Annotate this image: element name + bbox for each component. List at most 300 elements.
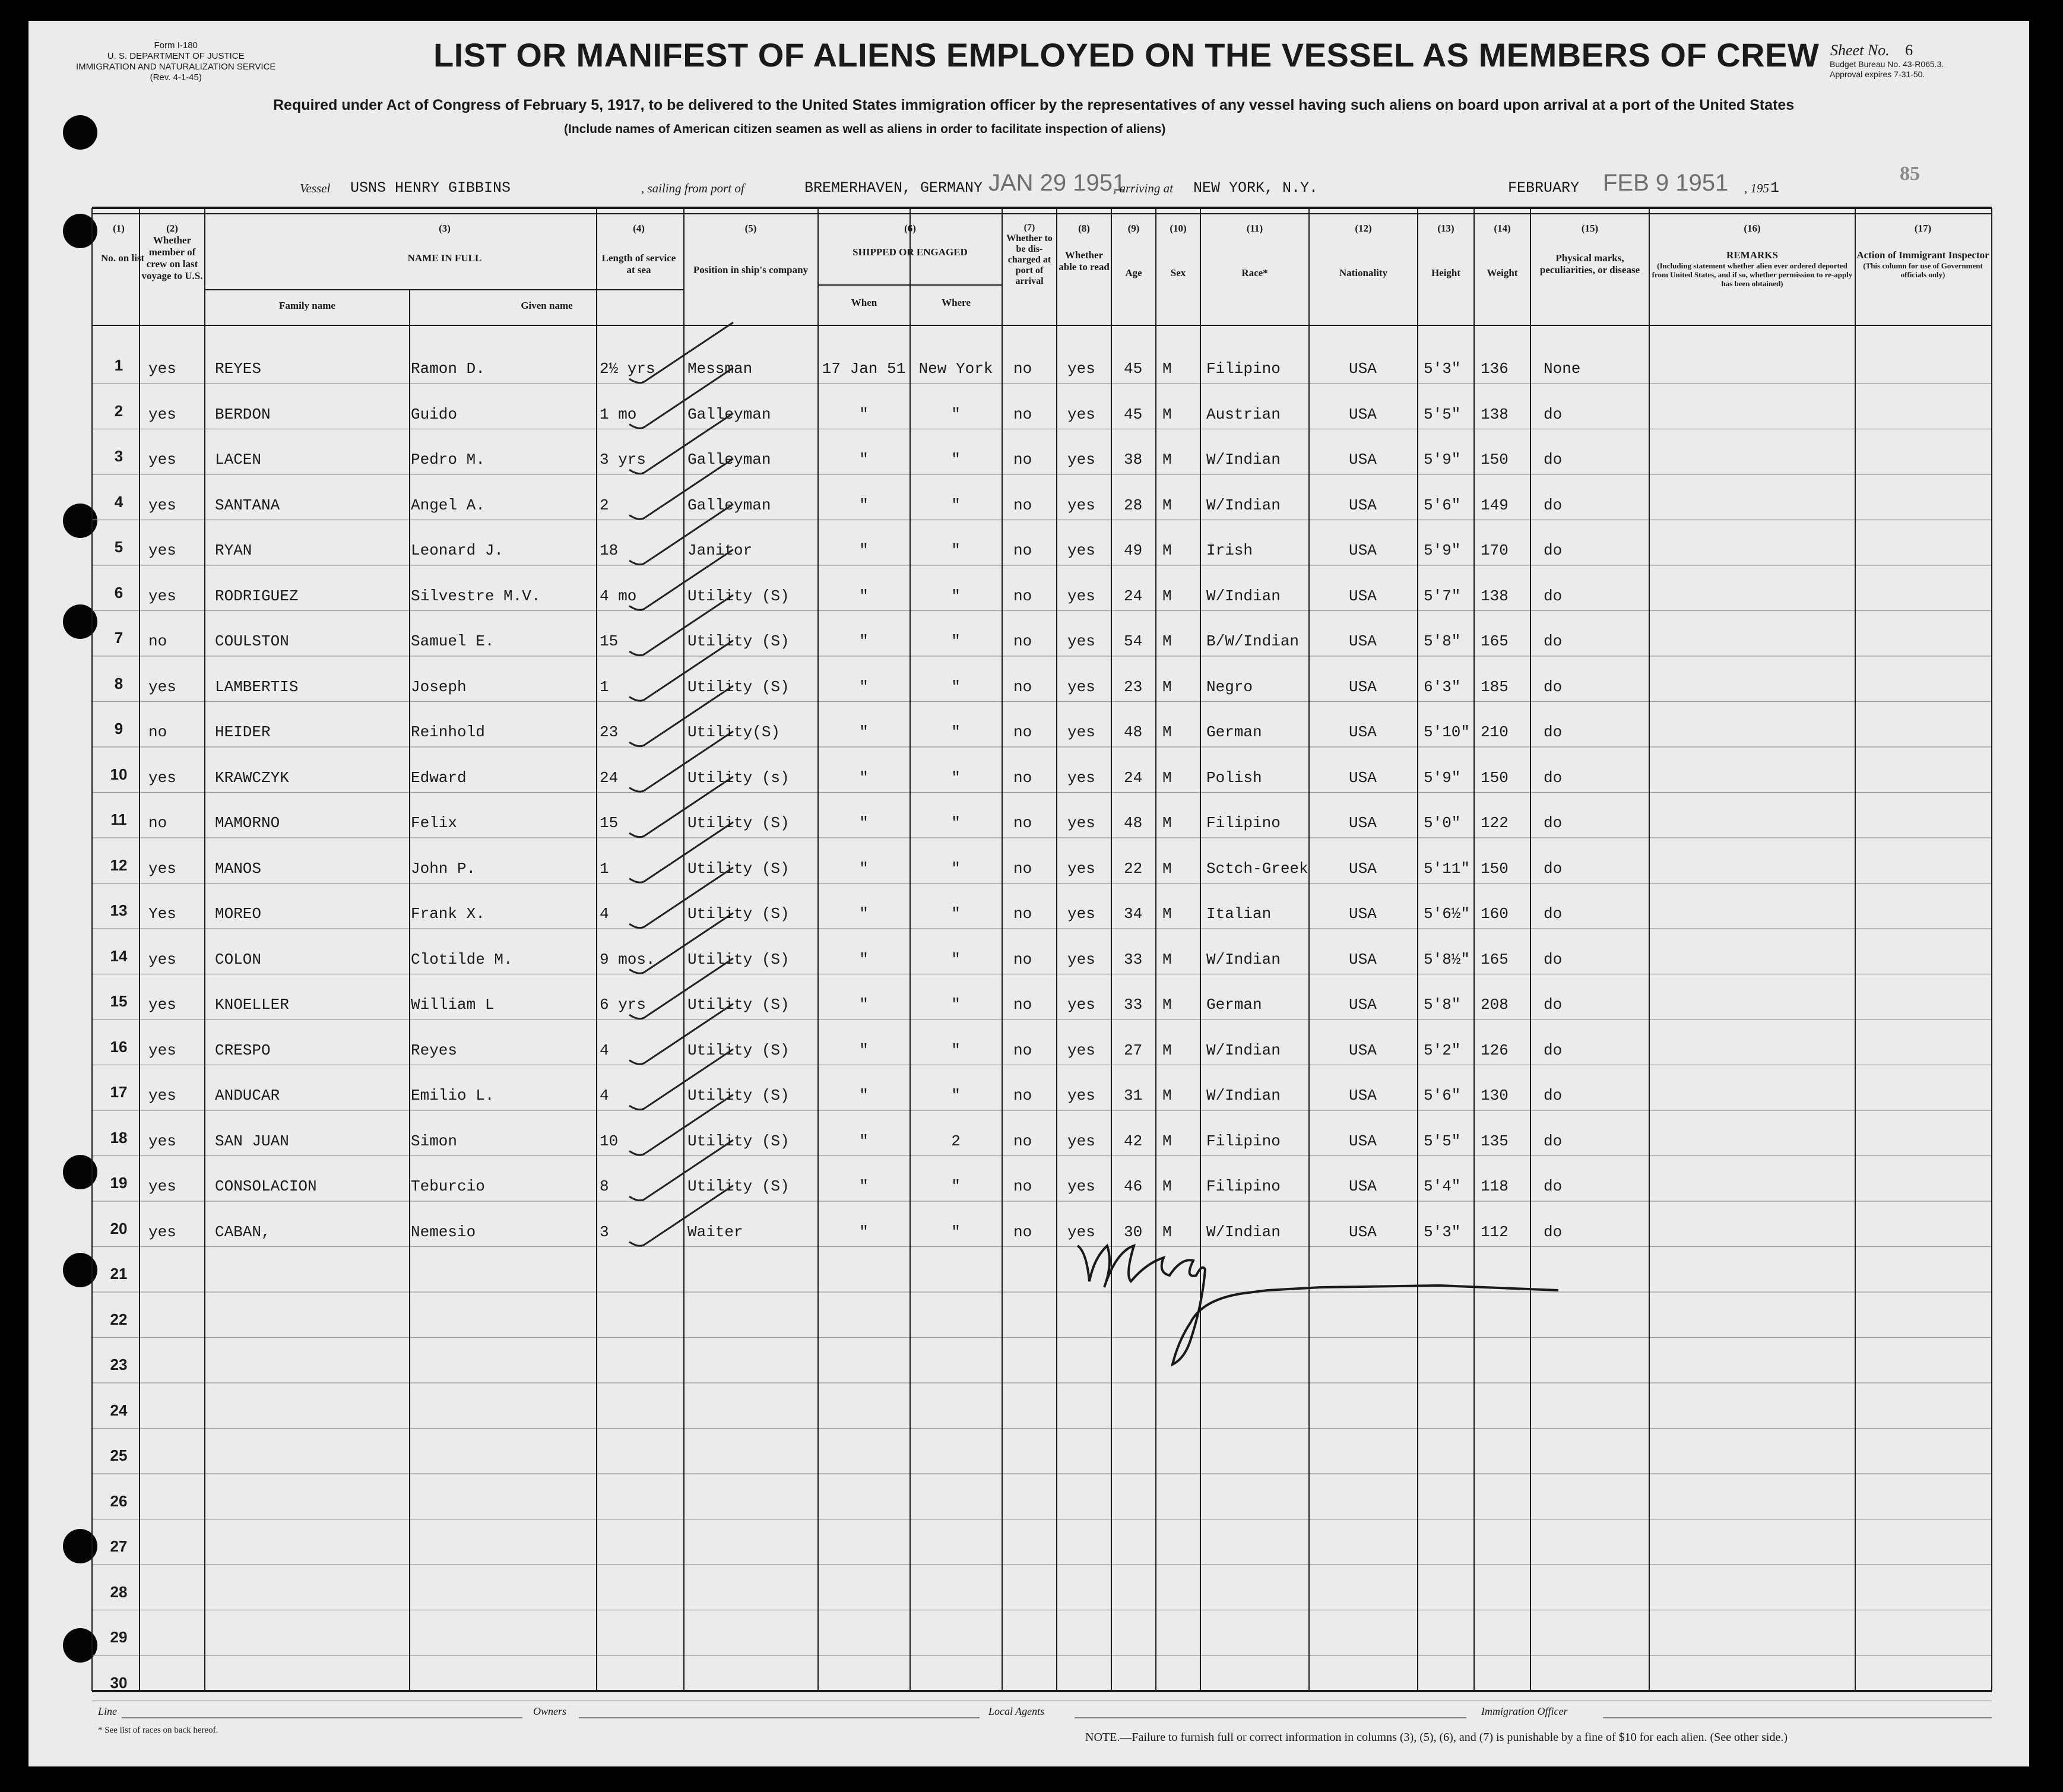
cell-marks: do xyxy=(1544,451,1563,468)
cell-race: German xyxy=(1206,723,1262,741)
cell-sex: M xyxy=(1162,996,1172,1014)
cell-age: 33 xyxy=(1124,996,1143,1014)
cell-read: yes xyxy=(1067,1041,1095,1059)
cell-discharge: no xyxy=(1013,859,1032,878)
cell-marks: do xyxy=(1544,996,1563,1014)
cell-given: Clotilde M. xyxy=(411,950,513,968)
cell-position: Utility (S) xyxy=(687,1087,790,1104)
cell-when: " xyxy=(859,542,869,559)
footer-officer: Immigration Officer xyxy=(1481,1705,1568,1717)
cell-discharge: no xyxy=(1013,1087,1032,1104)
cell-when: " xyxy=(859,859,869,878)
given-name-header: Given name xyxy=(521,300,573,311)
cell-race: W/Indian xyxy=(1206,950,1281,968)
cell-family: REYES xyxy=(215,360,262,378)
cell-where: " xyxy=(951,542,961,559)
cell-race: W/Indian xyxy=(1206,1087,1281,1104)
cell-position: Utility (S) xyxy=(687,1177,790,1195)
year-digit: 1 xyxy=(1770,179,1780,197)
col-num: (17) xyxy=(1914,223,1932,234)
cell-when: " xyxy=(859,587,869,605)
cell-race: W/Indian xyxy=(1206,496,1281,514)
where-header: Where xyxy=(942,297,971,308)
cell-prev: yes xyxy=(148,496,176,514)
cell-where: " xyxy=(951,405,961,423)
cell-when: " xyxy=(859,1177,869,1195)
col-label: Physical marks, peculiarities, or disease xyxy=(1539,252,1640,276)
cell-given: Nemesio xyxy=(411,1223,476,1241)
col-num: (16) xyxy=(1744,223,1761,234)
cell-height: 5'9" xyxy=(1424,768,1461,787)
cell-given: Joseph xyxy=(411,677,467,696)
cell-read: yes xyxy=(1067,405,1095,423)
cell-read: yes xyxy=(1067,723,1095,741)
cell-position: Utility (S) xyxy=(687,859,790,878)
row-number: 7 xyxy=(114,629,123,647)
service: IMMIGRATION AND NATURALIZATION SERVICE xyxy=(76,62,276,72)
cell-marks: do xyxy=(1544,405,1563,423)
cell-height: 5'8" xyxy=(1424,632,1461,650)
cell-age: 49 xyxy=(1124,542,1143,559)
cell-discharge: no xyxy=(1013,905,1032,923)
cell-weight: 122 xyxy=(1481,814,1509,832)
cell-age: 22 xyxy=(1124,859,1143,878)
vessel-label: Vessel xyxy=(300,181,331,195)
cell-weight: 150 xyxy=(1481,451,1509,468)
cell-given: Angel A. xyxy=(411,496,485,514)
cell-height: 5'5" xyxy=(1424,1132,1461,1150)
cell-where: New York xyxy=(918,360,993,378)
cell-weight: 165 xyxy=(1481,632,1509,650)
cell-discharge: no xyxy=(1013,814,1032,832)
cell-age: 38 xyxy=(1124,451,1143,468)
arriving-label: , arriving at xyxy=(1113,181,1173,195)
cell-nat: USA xyxy=(1349,360,1377,378)
cell-age: 24 xyxy=(1124,587,1143,605)
col-num: (3) xyxy=(439,223,451,234)
row-number: 26 xyxy=(110,1492,128,1510)
form-number: Form I-180 xyxy=(154,40,198,50)
cell-discharge: no xyxy=(1013,542,1032,559)
cell-given: Ramon D. xyxy=(411,360,485,378)
cell-height: 5'6" xyxy=(1424,1087,1461,1104)
col-num: (12) xyxy=(1355,223,1372,234)
cell-family: CRESPO xyxy=(215,1041,271,1059)
cell-race: W/Indian xyxy=(1206,1041,1281,1059)
when-header: When xyxy=(851,297,877,308)
cell-given: Emilio L. xyxy=(411,1087,495,1104)
cell-position: Utility (S) xyxy=(687,814,790,832)
cell-service: 15 xyxy=(600,632,619,650)
cell-position: Utility (S) xyxy=(687,996,790,1014)
cell-family: SAN JUAN xyxy=(215,1132,289,1150)
col-num: (1) xyxy=(113,223,125,234)
revision: (Rev. 4-1-45) xyxy=(150,72,202,83)
cell-nat: USA xyxy=(1349,950,1377,968)
cell-weight: 112 xyxy=(1481,1223,1509,1241)
cell-prev: yes xyxy=(148,1087,176,1104)
cell-nat: USA xyxy=(1349,587,1377,605)
cell-sex: M xyxy=(1162,905,1172,923)
footer-owners: Owners xyxy=(533,1705,567,1717)
vessel-name: USNS HENRY GIBBINS xyxy=(350,179,511,197)
cell-marks: do xyxy=(1544,587,1563,605)
cell-service: 3 yrs xyxy=(600,451,647,468)
cell-where: " xyxy=(951,723,961,741)
cell-race: German xyxy=(1206,996,1262,1014)
row-number: 3 xyxy=(114,447,123,465)
arrival-month: FEBRUARY xyxy=(1508,179,1580,197)
cell-where: " xyxy=(951,859,961,878)
cell-discharge: no xyxy=(1013,587,1032,605)
cell-where: " xyxy=(951,814,961,832)
col-label: REMARKS xyxy=(1726,249,1778,261)
cell-sex: M xyxy=(1162,496,1172,514)
cell-family: COULSTON xyxy=(215,632,289,650)
cell-nat: USA xyxy=(1349,859,1377,878)
cell-where: " xyxy=(951,451,961,468)
cell-read: yes xyxy=(1067,768,1095,787)
cell-prev: yes xyxy=(148,451,176,468)
col-num: (4) xyxy=(633,223,645,234)
cell-family: BERDON xyxy=(215,405,271,423)
cell-family: MANOS xyxy=(215,859,262,878)
col-num: (10) xyxy=(1170,223,1187,234)
row-number: 30 xyxy=(110,1673,128,1692)
row-number: 15 xyxy=(110,992,128,1010)
cell-prev: no xyxy=(148,632,167,650)
col-note: (This column for use of Government officials only) xyxy=(1863,261,1983,279)
cell-service: 8 xyxy=(600,1177,609,1195)
cell-sex: M xyxy=(1162,1087,1172,1104)
cell-weight: 118 xyxy=(1481,1177,1509,1195)
cell-family: SANTANA xyxy=(215,496,280,514)
port-from: BREMERHAVEN, GERMANY xyxy=(804,179,983,197)
cell-height: 5'9" xyxy=(1424,542,1461,559)
cell-family: ANDUCAR xyxy=(215,1087,280,1104)
cell-given: William L xyxy=(411,996,495,1014)
col-label: NAME IN FULL xyxy=(407,252,482,264)
cell-given: Reinhold xyxy=(411,723,485,741)
sailing-label: , sailing from port of xyxy=(641,181,744,195)
cell-where: " xyxy=(951,1087,961,1104)
cell-weight: 149 xyxy=(1481,496,1509,514)
cell-sex: M xyxy=(1162,405,1172,423)
cell-read: yes xyxy=(1067,905,1095,923)
cell-position: Waiter xyxy=(687,1223,743,1241)
cell-service: 1 xyxy=(600,677,609,696)
cell-family: COLON xyxy=(215,950,262,968)
cell-prev: yes xyxy=(148,1177,176,1195)
cell-prev: yes xyxy=(148,996,176,1014)
cell-age: 28 xyxy=(1124,496,1143,514)
row-number: 21 xyxy=(110,1265,128,1283)
cell-height: 5'7" xyxy=(1424,587,1461,605)
cell-height: 5'8½" xyxy=(1424,950,1471,968)
cell-discharge: no xyxy=(1013,1041,1032,1059)
cell-height: 6'3" xyxy=(1424,677,1461,696)
col-label: Height xyxy=(1431,267,1461,278)
footer-line: Line xyxy=(98,1705,118,1717)
cell-race: W/Indian xyxy=(1206,451,1281,468)
cell-marks: do xyxy=(1544,723,1563,741)
cell-service: 4 xyxy=(600,1087,609,1104)
cell-read: yes xyxy=(1067,814,1095,832)
footer-agents: Local Agents xyxy=(988,1705,1045,1717)
page-subnote: (Include names of American citizen seamen as well as aliens in order to facilitate inspection of aliens) xyxy=(564,122,1166,136)
cell-read: yes xyxy=(1067,496,1095,514)
cell-marks: do xyxy=(1544,677,1563,696)
cell-age: 23 xyxy=(1124,677,1143,696)
cell-sex: M xyxy=(1162,1223,1172,1241)
cell-weight: 210 xyxy=(1481,723,1509,741)
sheet-value: 6 xyxy=(1905,42,1913,59)
cell-race: Filipino xyxy=(1206,1177,1281,1195)
cell-height: 5'2" xyxy=(1424,1041,1461,1059)
cell-read: yes xyxy=(1067,587,1095,605)
row-number: 16 xyxy=(110,1037,128,1056)
arrival-date-stamp: FEB 9 1951 xyxy=(1603,170,1729,196)
cell-age: 42 xyxy=(1124,1132,1143,1150)
cell-sex: M xyxy=(1162,360,1172,378)
cell-family: RODRIGUEZ xyxy=(215,587,299,605)
cell-age: 54 xyxy=(1124,632,1143,650)
cell-height: 5'11" xyxy=(1424,859,1471,878)
cell-where: " xyxy=(951,1177,961,1195)
row-number: 29 xyxy=(110,1628,128,1646)
cell-discharge: no xyxy=(1013,1177,1032,1195)
row-number: 6 xyxy=(114,583,123,601)
cell-prev: yes xyxy=(148,1132,176,1150)
cell-height: 5'5" xyxy=(1424,405,1461,423)
cell-position: Utility (S) xyxy=(687,677,790,696)
cell-service: 1 xyxy=(600,859,609,878)
cell-sex: M xyxy=(1162,587,1172,605)
col-label: Whether able to read xyxy=(1059,249,1110,273)
cell-nat: USA xyxy=(1349,1041,1377,1059)
cell-position: Utility (S) xyxy=(687,1041,790,1059)
cell-discharge: no xyxy=(1013,723,1032,741)
cell-weight: 150 xyxy=(1481,859,1509,878)
col-label: Position in ship's company xyxy=(693,264,809,276)
col-num: (5) xyxy=(744,223,757,234)
cell-race: Filipino xyxy=(1206,1132,1281,1150)
cell-family: CABAN, xyxy=(215,1223,271,1241)
cell-nat: USA xyxy=(1349,405,1377,423)
cell-nat: USA xyxy=(1349,905,1377,923)
row-number: 4 xyxy=(114,492,123,511)
cell-read: yes xyxy=(1067,996,1095,1014)
cell-sex: M xyxy=(1162,677,1172,696)
cell-when: " xyxy=(859,950,869,968)
cell-age: 33 xyxy=(1124,950,1143,968)
cell-when: " xyxy=(859,768,869,787)
cell-discharge: no xyxy=(1013,996,1032,1014)
cell-sex: M xyxy=(1162,632,1172,650)
col-label: No. on list xyxy=(101,252,145,264)
cell-age: 31 xyxy=(1124,1087,1143,1104)
cell-position: Galleyman xyxy=(687,405,771,423)
cell-race: W/Indian xyxy=(1206,587,1281,605)
cell-height: 5'0" xyxy=(1424,814,1461,832)
cell-sex: M xyxy=(1162,768,1172,787)
cell-marks: do xyxy=(1544,1223,1563,1241)
cell-service: 23 xyxy=(600,723,619,741)
page-title: LIST OR MANIFEST OF ALIENS EMPLOYED ON THE VESSEL AS MEMBERS OF CREW xyxy=(433,36,1820,74)
cell-weight: 185 xyxy=(1481,677,1509,696)
cell-weight: 150 xyxy=(1481,768,1509,787)
row-number: 18 xyxy=(110,1128,128,1147)
cell-marks: do xyxy=(1544,768,1563,787)
cell-height: 5'8" xyxy=(1424,996,1461,1014)
cell-race: Sctch-Greek xyxy=(1206,859,1308,878)
cell-sex: M xyxy=(1162,859,1172,878)
cell-age: 45 xyxy=(1124,405,1143,423)
budget-line-2: Approval expires 7-31-50. xyxy=(1830,69,1925,79)
cell-when: " xyxy=(859,451,869,468)
cell-service: 4 mo xyxy=(600,587,637,605)
cell-discharge: no xyxy=(1013,1223,1032,1241)
row-number: 13 xyxy=(110,901,128,919)
cell-weight: 126 xyxy=(1481,1041,1509,1059)
col-label: Nationality xyxy=(1339,267,1388,278)
cell-height: 5'9" xyxy=(1424,451,1461,468)
cell-weight: 138 xyxy=(1481,405,1509,423)
cell-given: Samuel E. xyxy=(411,632,495,650)
cell-prev: yes xyxy=(148,768,176,787)
budget-line-1: Budget Bureau No. 43-R065.3. xyxy=(1830,59,1944,69)
cell-discharge: no xyxy=(1013,451,1032,468)
cell-discharge: no xyxy=(1013,360,1032,378)
row-number: 14 xyxy=(110,946,128,965)
cell-height: 5'3" xyxy=(1424,1223,1461,1241)
cell-marks: do xyxy=(1544,496,1563,514)
cell-sex: M xyxy=(1162,1041,1172,1059)
cell-height: 5'6" xyxy=(1424,496,1461,514)
cell-nat: USA xyxy=(1349,632,1377,650)
cell-service: 9 mos. xyxy=(600,950,655,968)
cell-prev: yes xyxy=(148,587,176,605)
cell-prev: Yes xyxy=(148,905,176,923)
cell-where: " xyxy=(951,768,961,787)
page-subtitle: Required under Act of Congress of February 5, 1917, to be delivered to the United States immigration officer by the representatives of any vessel having such aliens on board upon arrival at a port of the United States xyxy=(273,97,1795,113)
cell-marks: do xyxy=(1544,1132,1563,1150)
cell-race: Austrian xyxy=(1206,405,1281,423)
row-number: 27 xyxy=(110,1537,128,1555)
cell-nat: USA xyxy=(1349,814,1377,832)
cell-when: " xyxy=(859,814,869,832)
cell-prev: yes xyxy=(148,1223,176,1241)
cell-discharge: no xyxy=(1013,677,1032,696)
cell-marks: do xyxy=(1544,542,1563,559)
cell-discharge: no xyxy=(1013,496,1032,514)
col-label: Age xyxy=(1125,267,1142,278)
cell-race: W/Indian xyxy=(1206,1223,1281,1241)
family-name-header: Family name xyxy=(279,300,335,311)
cell-position: Messman xyxy=(687,360,753,378)
cell-where: " xyxy=(951,632,961,650)
cell-read: yes xyxy=(1067,677,1095,696)
cell-read: yes xyxy=(1067,950,1095,968)
cell-prev: no xyxy=(148,723,167,741)
col-label: Whether to be dis-charged at port of arrival xyxy=(1006,233,1053,286)
cell-sex: M xyxy=(1162,451,1172,468)
col-num: (2) xyxy=(166,223,178,234)
cell-race: Polish xyxy=(1206,768,1262,787)
cell-position: Utility(S) xyxy=(687,723,781,741)
cell-prev: yes xyxy=(148,542,176,559)
cell-discharge: no xyxy=(1013,632,1032,650)
cell-position: Utility (S) xyxy=(687,587,790,605)
cell-marks: do xyxy=(1544,814,1563,832)
cell-service: 18 xyxy=(600,542,619,559)
cell-family: MOREO xyxy=(215,905,262,923)
cell-weight: 160 xyxy=(1481,905,1509,923)
cell-given: Leonard J. xyxy=(411,542,504,559)
col-num: (11) xyxy=(1246,223,1263,234)
cell-family: RYAN xyxy=(215,542,252,559)
cell-read: yes xyxy=(1067,632,1095,650)
cell-service: 10 xyxy=(600,1132,619,1150)
cell-service: 2½ yrs xyxy=(600,360,655,378)
cell-sex: M xyxy=(1162,950,1172,968)
cell-height: 5'10" xyxy=(1424,723,1471,741)
row-number: 19 xyxy=(110,1174,128,1192)
cell-weight: 165 xyxy=(1481,950,1509,968)
cell-discharge: no xyxy=(1013,405,1032,423)
cell-service: 24 xyxy=(600,768,619,787)
cell-given: Teburcio xyxy=(411,1177,485,1195)
cell-nat: USA xyxy=(1349,1177,1377,1195)
cell-prev: yes xyxy=(148,1041,176,1059)
cell-family: KRAWCZYK xyxy=(215,768,289,787)
cell-where: " xyxy=(951,905,961,923)
races-footnote: * See list of races on back hereof. xyxy=(98,1725,218,1735)
cell-service: 4 xyxy=(600,905,609,923)
row-number: 5 xyxy=(114,538,123,556)
cell-marks: do xyxy=(1544,1177,1563,1195)
cell-service: 3 xyxy=(600,1223,609,1241)
cell-position: Utility (S) xyxy=(687,905,790,923)
cell-when: " xyxy=(859,1087,869,1104)
cell-when: 17 Jan 51 xyxy=(822,360,906,378)
cell-marks: do xyxy=(1544,1041,1563,1059)
cell-race: Italian xyxy=(1206,905,1272,923)
cell-when: " xyxy=(859,905,869,923)
cell-weight: 208 xyxy=(1481,996,1509,1014)
row-number: 25 xyxy=(110,1446,128,1464)
cell-given: Pedro M. xyxy=(411,451,485,468)
row-number: 28 xyxy=(110,1582,128,1601)
cell-prev: no xyxy=(148,814,167,832)
cell-service: 6 yrs xyxy=(600,996,647,1014)
cell-sex: M xyxy=(1162,814,1172,832)
row-number: 23 xyxy=(110,1356,128,1373)
cell-weight: 135 xyxy=(1481,1132,1509,1150)
col-label: Sex xyxy=(1170,267,1186,278)
cell-read: yes xyxy=(1067,1132,1095,1150)
cell-when: " xyxy=(859,677,869,696)
cell-position: Janitor xyxy=(687,542,753,559)
cell-nat: USA xyxy=(1349,677,1377,696)
col-label: Whether member of crew on last voyage to U.S. xyxy=(141,235,203,281)
fine-note: NOTE.—Failure to furnish full or correct information in columns (3), (5), (6), and (7) is punishable by a fine of $10 for each alien. (See other side.) xyxy=(1085,1731,1788,1744)
cell-family: LACEN xyxy=(215,451,262,468)
col-label: Length of service at sea xyxy=(601,252,676,276)
cell-when: " xyxy=(859,405,869,423)
cell-when: " xyxy=(859,1041,869,1059)
port-to: NEW YORK, N.Y. xyxy=(1193,179,1319,197)
